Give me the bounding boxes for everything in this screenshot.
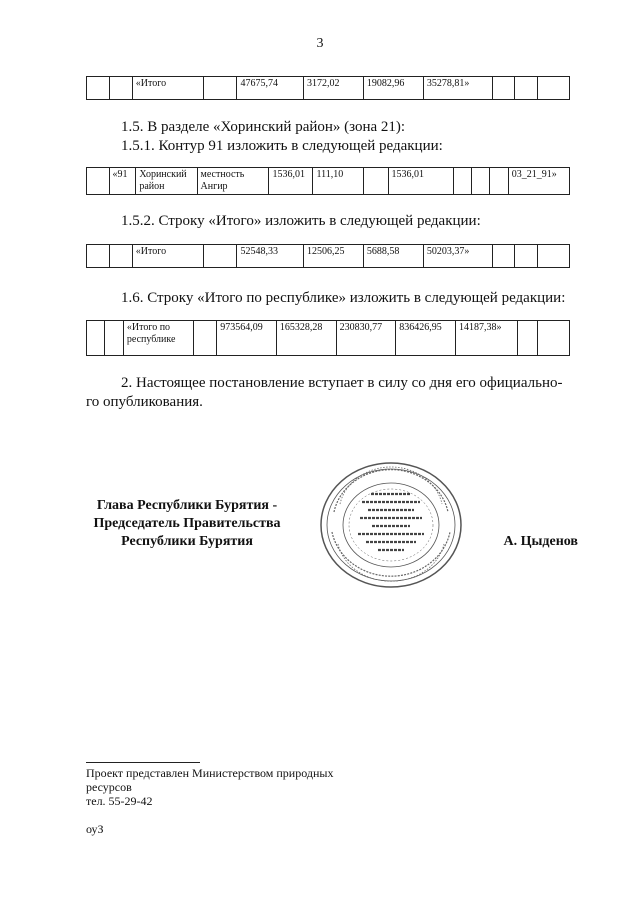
table-cell: 1536,01 <box>269 168 313 195</box>
table-cell <box>203 77 237 100</box>
table-cell: 12506,25 <box>303 245 363 268</box>
table-cell: 973564,09 <box>217 321 277 356</box>
official-seal-icon <box>316 460 466 590</box>
table-cell: «Итого <box>132 77 203 100</box>
table-cell <box>109 77 132 100</box>
signatory-line: Председатель Правительства <box>93 516 281 531</box>
paragraph-2-line1: 2. Настоящее постановление вступает в силу со дня его официально- <box>121 375 563 391</box>
table-row <box>87 168 570 195</box>
table-cell <box>109 245 132 268</box>
page-number: 3 <box>316 36 324 51</box>
table-cell <box>87 77 110 100</box>
table-cell: 230830,77 <box>336 321 396 356</box>
footnote-line: тел. 55-29-42 <box>86 794 153 808</box>
table-cell <box>87 168 110 195</box>
table-cell: 5688,58 <box>363 245 423 268</box>
table-cell: 35278,81» <box>423 77 492 100</box>
table-cell <box>87 321 105 356</box>
signatory-name: А. Цыденов <box>503 534 578 549</box>
table-cell: 47675,74 <box>237 77 304 100</box>
table-cell <box>194 321 217 356</box>
table-cell <box>517 321 538 356</box>
table-cell: 14187,38» <box>455 321 517 356</box>
table-cell: 836426,95 <box>396 321 456 356</box>
signatory-title <box>70 497 304 551</box>
footnote <box>86 766 333 808</box>
table-cell: местность Ангир <box>197 168 269 195</box>
table-cell: Хоринский район <box>136 168 197 195</box>
table-cell <box>203 245 237 268</box>
signatory-line: Республики Бурятия <box>121 534 253 549</box>
footnote-line: ресурсов <box>86 780 132 794</box>
paragraph-1-5: 1.5. В разделе «Хоринский район» (зона 21): <box>121 119 406 135</box>
paragraph-1-5-1: 1.5.1. Контур 91 изложить в следующей редакции: <box>121 138 443 154</box>
table-row <box>87 321 570 356</box>
table-cell <box>515 77 538 100</box>
table-cell <box>87 245 110 268</box>
table-cell <box>454 168 472 195</box>
table-cell: 19082,96 <box>363 77 423 100</box>
table-cell <box>492 245 515 268</box>
table-cell: 111,10 <box>313 168 363 195</box>
table-cell: «Итого <box>132 245 203 268</box>
paragraph-1-6: 1.6. Строку «Итого по республике» изложить в следующей редакции: <box>121 290 566 306</box>
table-cell: «Итого по республике <box>123 321 194 356</box>
footnote-line: Проект представлен Министерством природных <box>86 766 334 780</box>
table-row <box>87 77 570 100</box>
table-cell <box>538 245 570 268</box>
table-cell <box>515 245 538 268</box>
table-cell: 52548,33 <box>237 245 304 268</box>
table-cell <box>538 77 570 100</box>
table-contour-91 <box>86 167 570 195</box>
table-cell: «91 <box>109 168 136 195</box>
table-cell: 165328,28 <box>276 321 336 356</box>
table-row <box>87 245 570 268</box>
table-cell <box>105 321 123 356</box>
table-cell <box>492 77 515 100</box>
table-cell: 3172,02 <box>303 77 363 100</box>
table-itogo-1 <box>86 76 570 100</box>
table-cell: 50203,37» <box>423 245 492 268</box>
signatory-line: Глава Республики Бурятия - <box>96 498 278 513</box>
table-cell: 1536,01 <box>388 168 453 195</box>
footnote-separator <box>86 762 200 763</box>
table-itogo-republic <box>86 320 570 356</box>
table-itogo-2 <box>86 244 570 268</box>
table-cell <box>363 168 388 195</box>
document-code: оуЗ <box>86 822 104 836</box>
table-cell <box>538 321 570 356</box>
table-cell: 03_21_91» <box>508 168 569 195</box>
table-cell <box>490 168 508 195</box>
paragraph-1-5-2: 1.5.2. Строку «Итого» изложить в следующей редакции: <box>121 213 481 229</box>
paragraph-2-line2: го опубликования. <box>86 394 203 410</box>
table-cell <box>472 168 490 195</box>
